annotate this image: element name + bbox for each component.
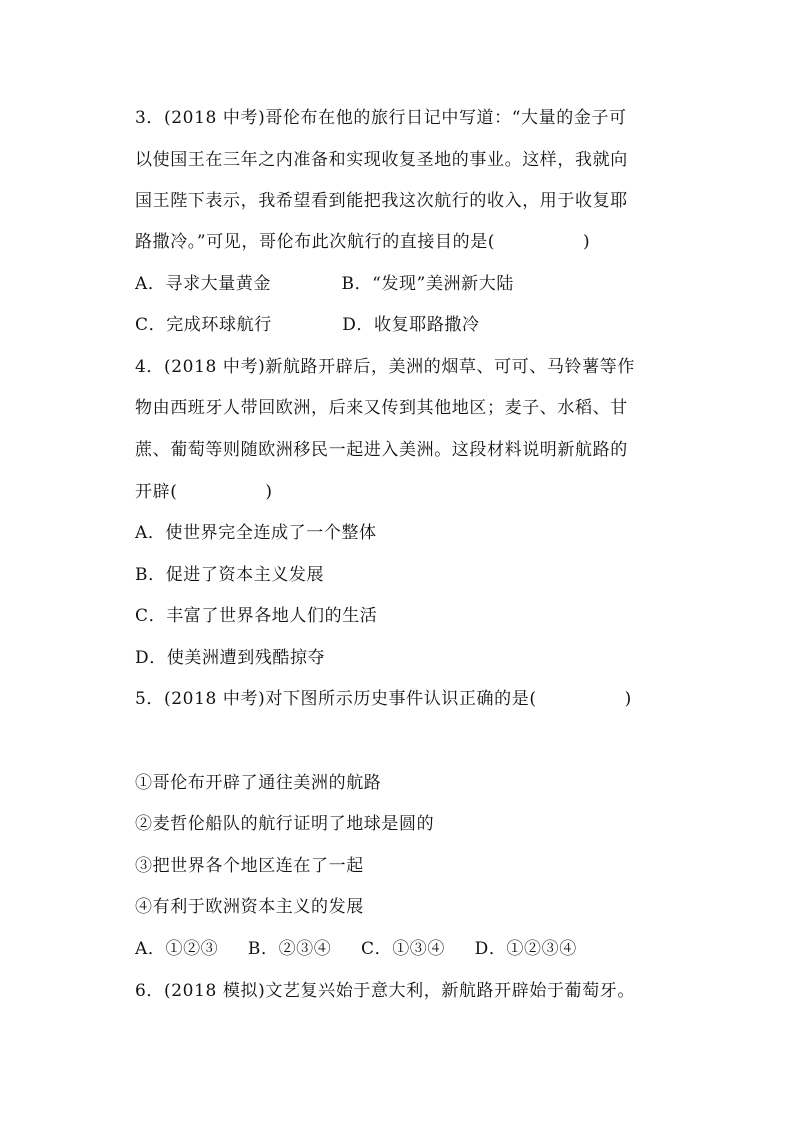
q5-options: A．①②③ B．②③④ C．①③④ D．①②③④ bbox=[135, 939, 577, 959]
q5-stem: 5．(2018 中考)对下图所示历史事件认识正确的是( ) bbox=[135, 689, 632, 709]
q3-stem-line-2: 以使国王在三年之内准备和实现收复圣地的事业。这样，我就向 bbox=[135, 150, 628, 170]
q5-statement-1: ①哥伦布开辟了通往美洲的航路 bbox=[135, 773, 382, 793]
q3-options-ab: A．寻求大量黄金 B．“发现”美洲新大陆 bbox=[135, 274, 514, 294]
q3-stem-line-4: 路撒冷。”可见，哥伦布此次航行的直接目的是( ) bbox=[135, 232, 591, 252]
q4-option-b: B．促进了资本主义发展 bbox=[135, 565, 325, 585]
q4-option-d: D．使美洲遭到残酷掠夺 bbox=[135, 648, 326, 668]
q4-option-c: C．丰富了世界各地人们的生活 bbox=[135, 606, 378, 626]
q4-stem-line-3: 蔗、葡萄等则随欧洲移民一起进入美洲。这段材料说明新航路的 bbox=[135, 440, 628, 460]
q4-stem-line-2: 物由西班牙人带回欧洲，后来又传到其他地区；麦子、水稻、甘 bbox=[135, 398, 628, 418]
q3-stem-line-1: 3．(2018 中考)哥伦布在他的旅行日记中写道：“大量的金子可 bbox=[135, 108, 627, 128]
q4-stem-line-4: 开辟( ) bbox=[135, 482, 273, 502]
q5-statement-4: ④有利于欧洲资本主义的发展 bbox=[135, 897, 364, 917]
q3-stem-line-3: 国王陛下表示，我希望看到能把我这次航行的收入，用于收复耶 bbox=[135, 191, 628, 211]
q5-statement-3: ③把世界各个地区连在了一起 bbox=[135, 856, 364, 876]
q4-option-a: A．使世界完全连成了一个整体 bbox=[135, 523, 377, 543]
q3-options-cd: C．完成环球航行 D．收复耶路撒冷 bbox=[135, 315, 480, 335]
q6-stem: 6．(2018 模拟)文艺复兴始于意大利，新航路开辟始于葡萄牙。 bbox=[135, 981, 635, 1001]
q4-stem-line-1: 4．(2018 中考)新航路开辟后，美洲的烟草、可可、马铃薯等作 bbox=[135, 357, 635, 377]
q5-statement-2: ②麦哲伦船队的航行证明了地球是圆的 bbox=[135, 814, 435, 834]
